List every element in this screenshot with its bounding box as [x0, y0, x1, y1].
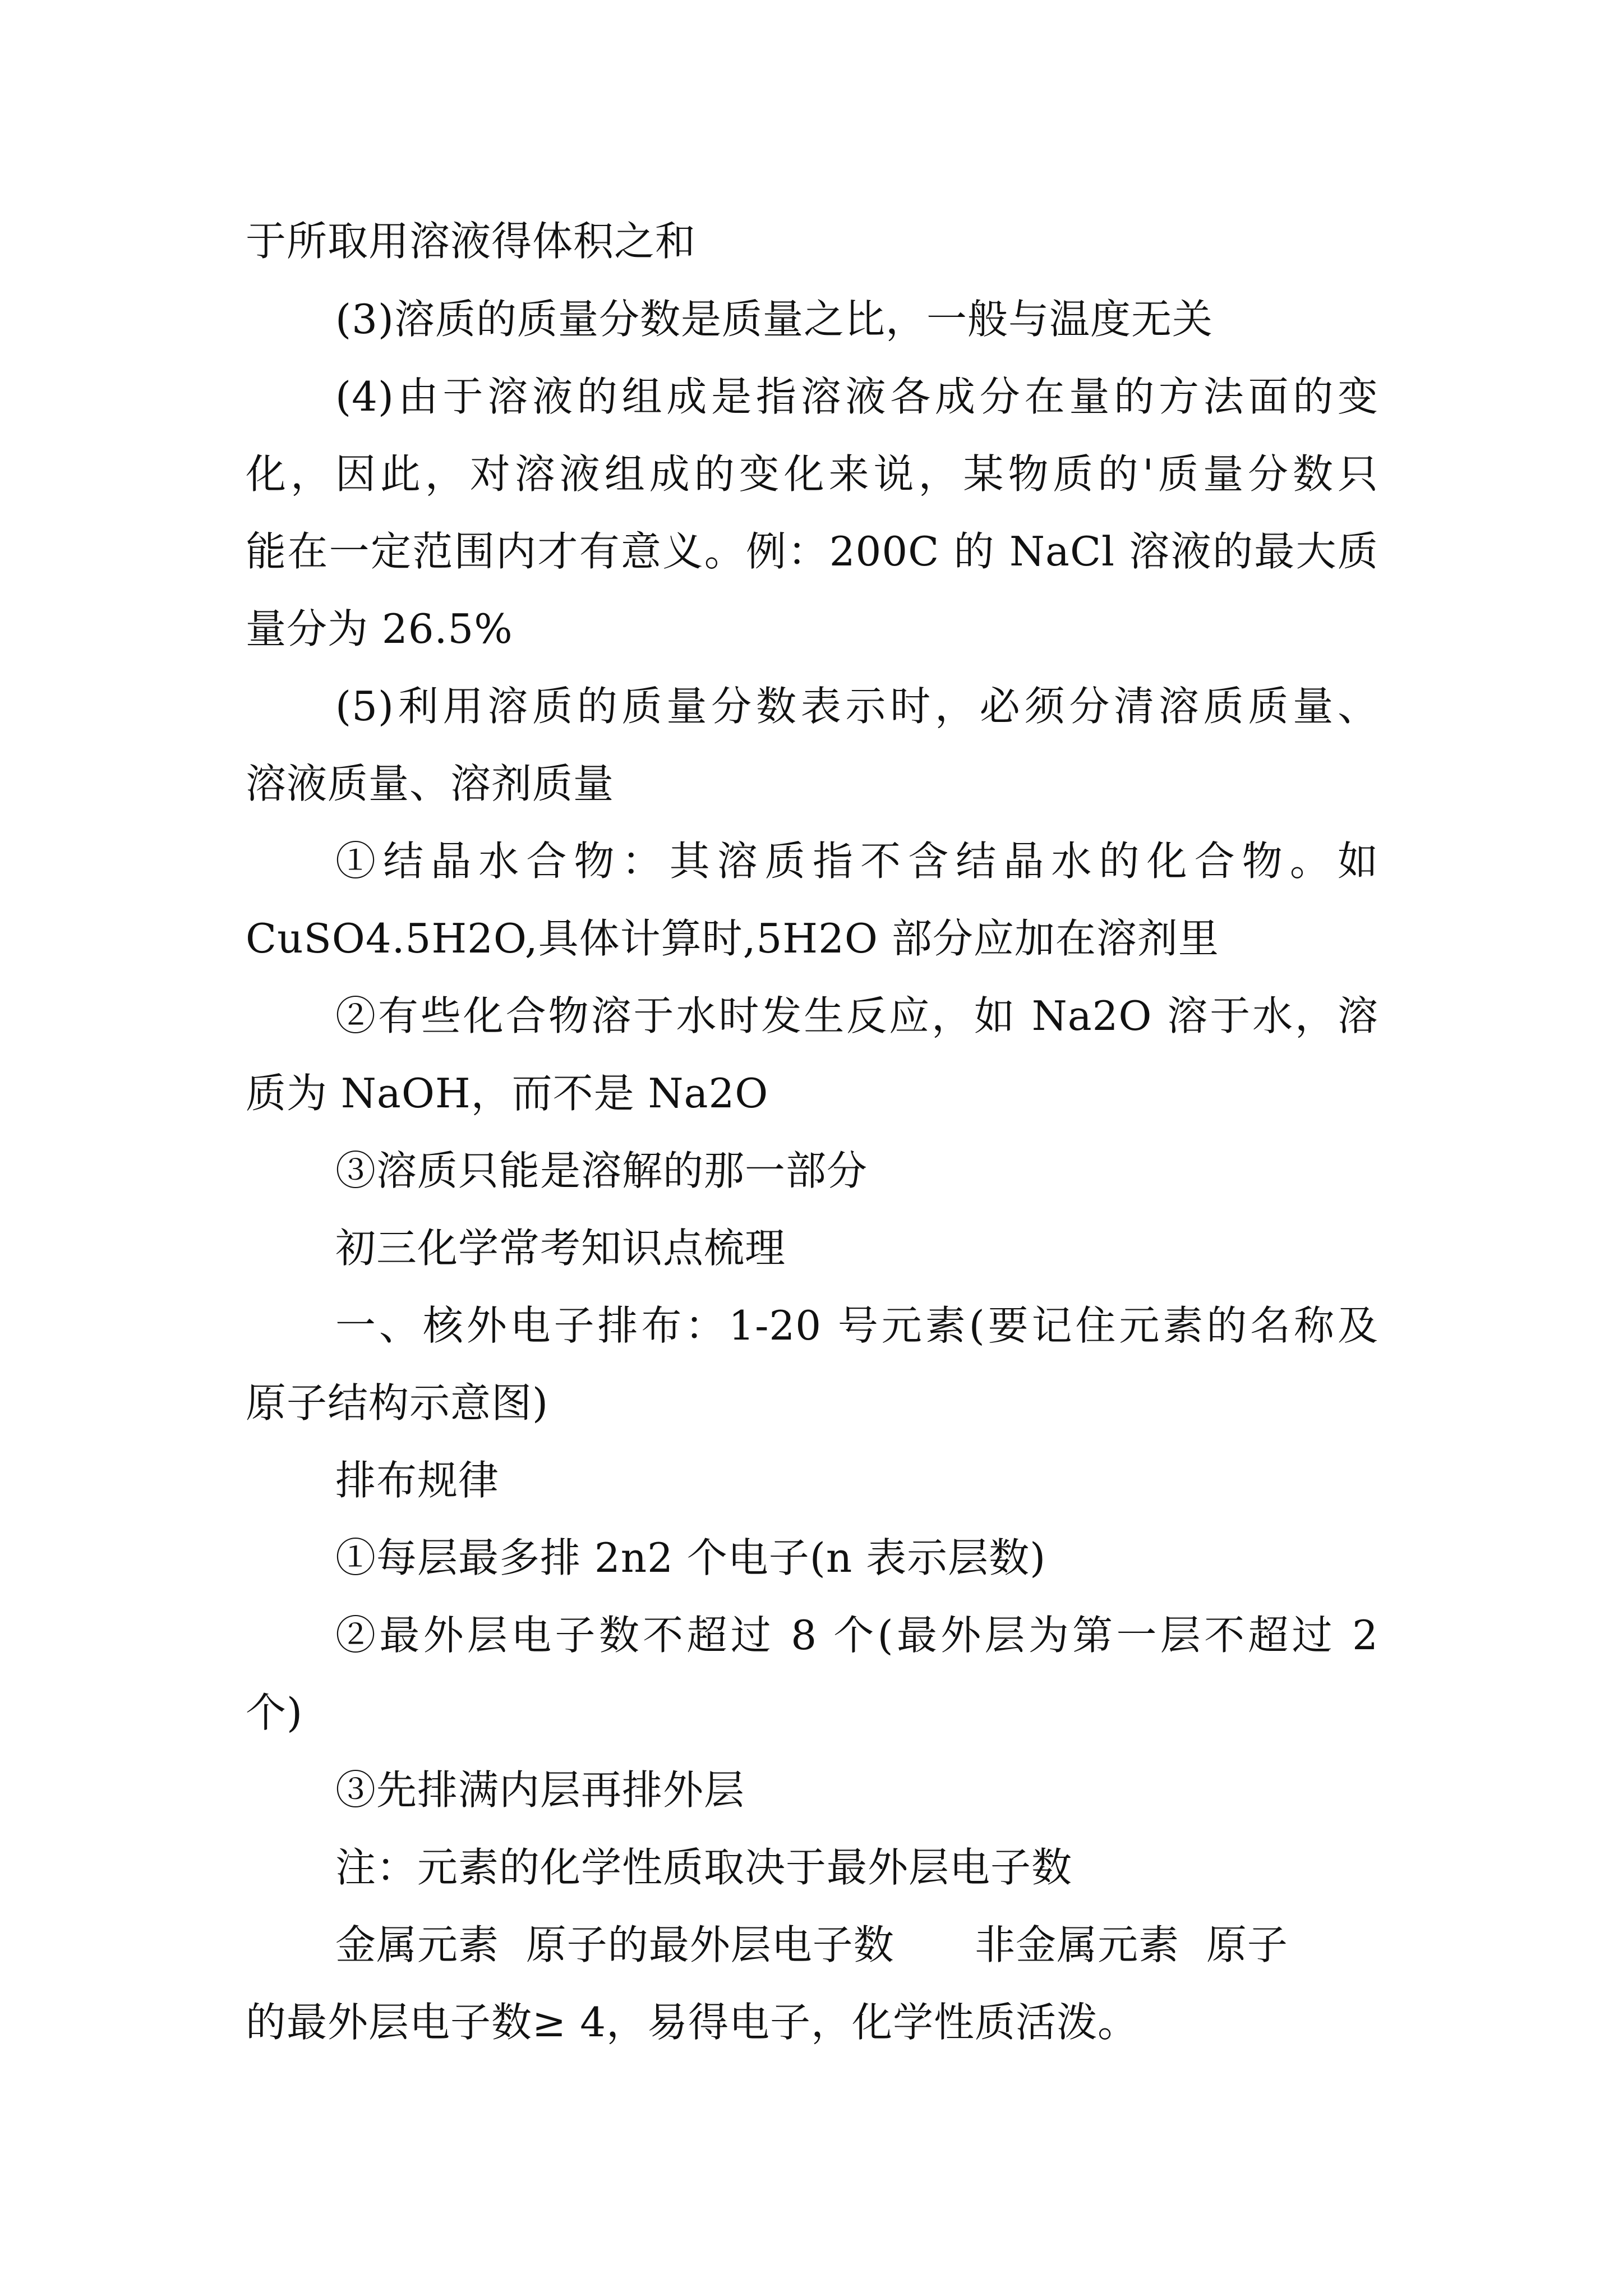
text-line: ③先排满内层再排外层 — [335, 1766, 745, 1814]
text-line: 于所取用溶液得体积之和 — [246, 218, 697, 265]
text-line: ①结晶水合物：其溶质指不含结晶水的化合物。如 — [335, 838, 1378, 885]
text-line: 量分为 26.5% — [246, 605, 513, 652]
text-line: (4)由于溶液的组成是指溶液各成分在量的方法面的变 — [335, 373, 1378, 420]
text-line: 的最外层电子数≥ 4，易得电子，化学性质活泼。 — [246, 1999, 1139, 2046]
text-line: 能在一定范围内才有意义。例：200C 的 NaCl 溶液的最大质 — [246, 528, 1378, 575]
text-line: ③溶质只能是溶解的那一部分 — [335, 1147, 868, 1194]
text-line: 金属元素 原子的最外层电子数 非金属元素 原子 — [335, 1921, 1288, 1968]
text-line: (3)溶质的质量分数是质量之比，一般与温度无关 — [335, 296, 1213, 343]
section-heading: 初三化学常考知识点梳理 — [335, 1225, 786, 1272]
text-line: ②最外层电子数不超过 8 个(最外层为第一层不超过 2 — [335, 1612, 1378, 1659]
text-line: 原子结构示意图) — [246, 1379, 549, 1427]
text-line: 质为 NaOH，而不是 Na2O — [246, 1070, 769, 1117]
text-line: 排布规律 — [335, 1457, 500, 1504]
text-line: 化，因此，对溶液组成的变化来说，某物质的'质量分数只 — [246, 450, 1378, 498]
text-line: 一、核外电子排布：1-20 号元素(要记住元素的名称及 — [335, 1302, 1378, 1349]
text-line: ②有些化合物溶于水时发生反应，如 Na2O 溶于水，溶 — [335, 992, 1378, 1039]
text-line: 溶液质量、溶剂质量 — [246, 760, 615, 807]
text-line: CuSO4.5H2O,具体计算时,5H2O 部分应加在溶剂里 — [246, 915, 1219, 962]
text-line: 个) — [246, 1689, 303, 1736]
text-line: (5)利用溶质的质量分数表示时，必须分清溶质质量、 — [335, 683, 1378, 730]
text-line: ①每层最多排 2n2 个电子(n 表示层数) — [335, 1534, 1046, 1581]
text-line: 注：元素的化学性质取决于最外层电子数 — [335, 1844, 1073, 1891]
